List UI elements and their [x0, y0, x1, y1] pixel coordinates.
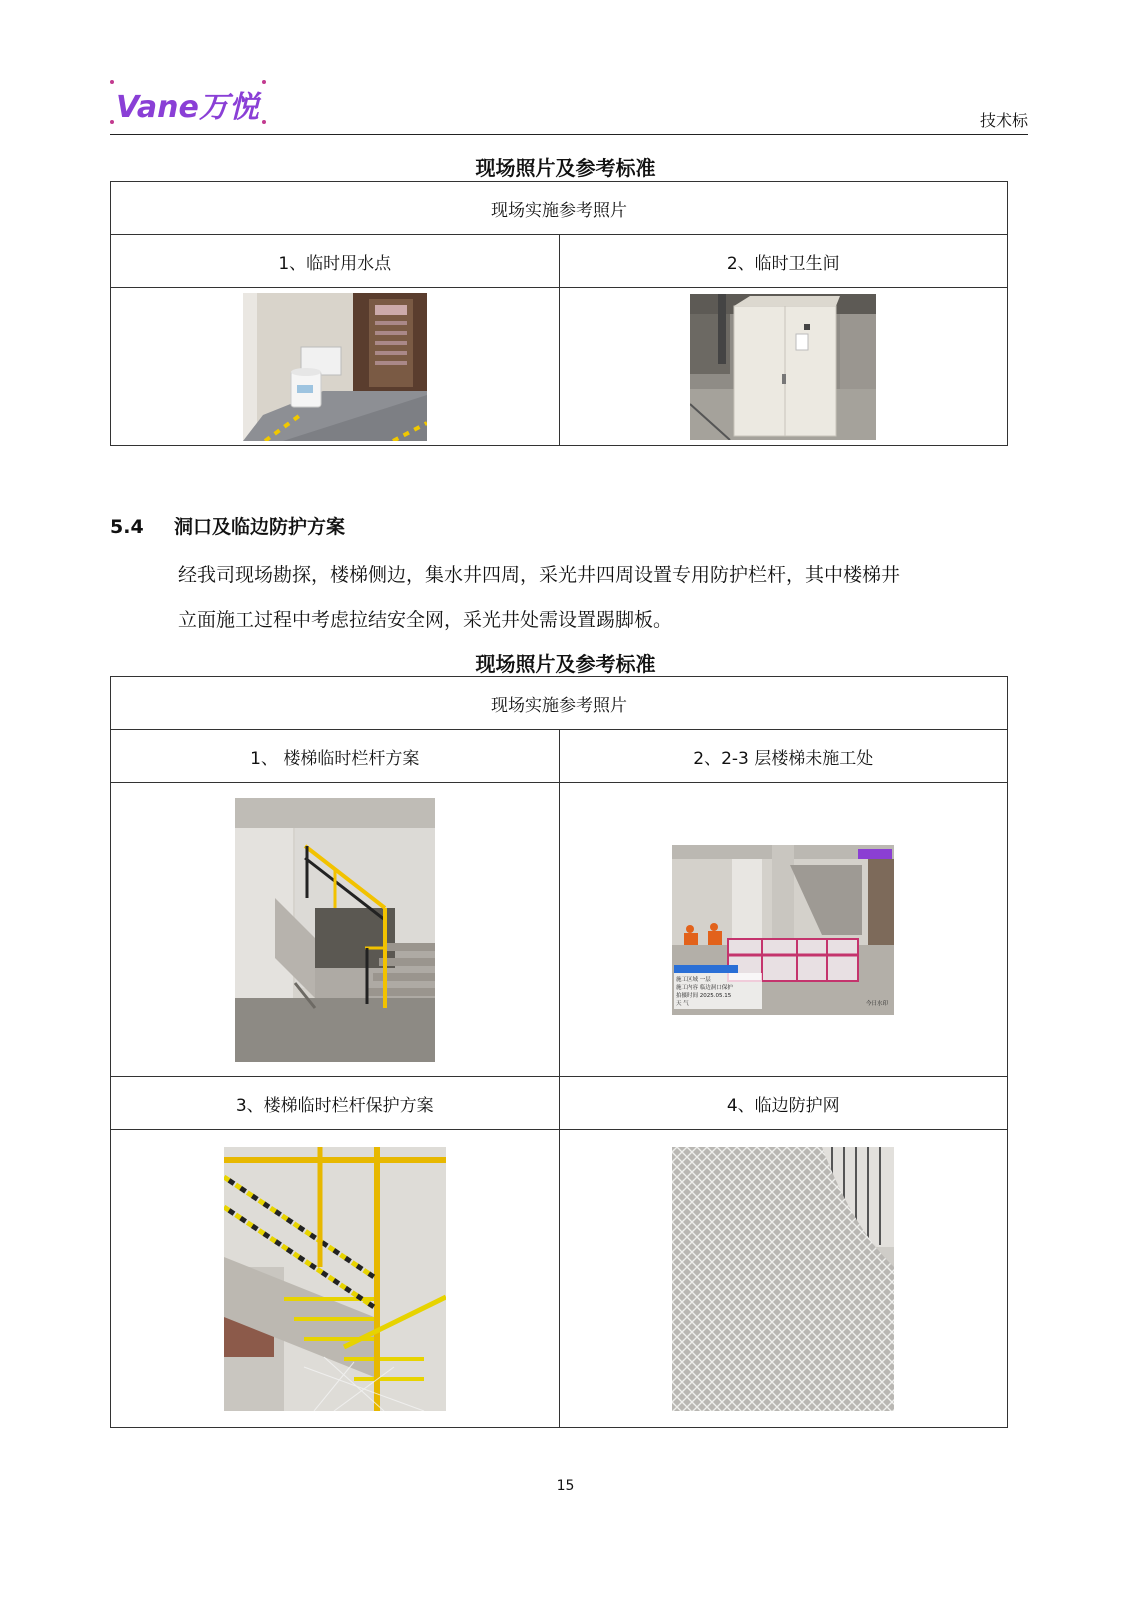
page-number: 15: [556, 1478, 575, 1494]
table2-caption: 现场照片及参考标准: [475, 652, 656, 676]
photo-overlay-row-2: 施工内容 临边洞口保护: [676, 984, 733, 991]
stair-temporary-railing-photo: [235, 798, 435, 1062]
unfinished-stair-floor-2-3-photo: [672, 845, 894, 1015]
table2-label-1: 1、 楼梯临时栏杆方案: [111, 730, 560, 783]
table2-header: 现场实施参考照片: [111, 677, 1008, 730]
table1-header: 现场实施参考照片: [111, 182, 1008, 235]
document-type-label: 技术标: [979, 111, 1028, 130]
section-paragraph: [174, 553, 1034, 643]
paragraph-line-2: 立面施工过程中考虑拉结安全网，采光井处需设置踢脚板。: [178, 609, 673, 631]
photo-table-1: [110, 181, 1008, 446]
photo-cell: [111, 783, 560, 1077]
page-header: [110, 78, 1028, 135]
table1-label-1: 1、临时用水点: [111, 235, 560, 288]
table1-label-2: 2、临时卫生间: [559, 235, 1008, 288]
photo-cell: [559, 1130, 1008, 1428]
logo-text: Vane万悦: [116, 90, 259, 125]
photo-cell: [111, 1130, 560, 1428]
paragraph-line-1: 经我司现场勘探，楼梯侧边，集水井四周，采光井四周设置专用防护栏杆，其中楼梯井: [178, 564, 901, 586]
table2-label-3: 3、楼梯临时栏杆保护方案: [111, 1077, 560, 1130]
photo-cell: [559, 288, 1008, 446]
section-number: 5.4: [110, 516, 144, 538]
table2-label-4: 4、临边防护网: [559, 1077, 1008, 1130]
edge-protection-net-photo: [672, 1147, 894, 1411]
photo-table-2: [110, 676, 1008, 1428]
photo-overlay-row-3: 拍摄时间 2025.05.15: [676, 992, 732, 999]
photo-cell: [111, 288, 560, 446]
photo-overlay-stamp: 今日水印: [866, 1000, 889, 1007]
section-title: 洞口及临边防护方案: [174, 516, 346, 538]
section-heading: [110, 512, 345, 539]
table1-caption: 现场照片及参考标准: [475, 156, 656, 180]
temporary-toilet-photo: [690, 294, 876, 440]
company-logo: [110, 78, 270, 126]
temporary-water-point-photo: [243, 293, 427, 441]
photo-cell: [559, 783, 1008, 1077]
stair-railing-protection-photo: [224, 1147, 446, 1411]
photo-overlay-row-4: 天 气: [676, 1000, 689, 1007]
table2-label-2: 2、2-3 层楼梯未施工处: [559, 730, 1008, 783]
photo-overlay-row-1: 施工区域 一层: [676, 976, 711, 983]
